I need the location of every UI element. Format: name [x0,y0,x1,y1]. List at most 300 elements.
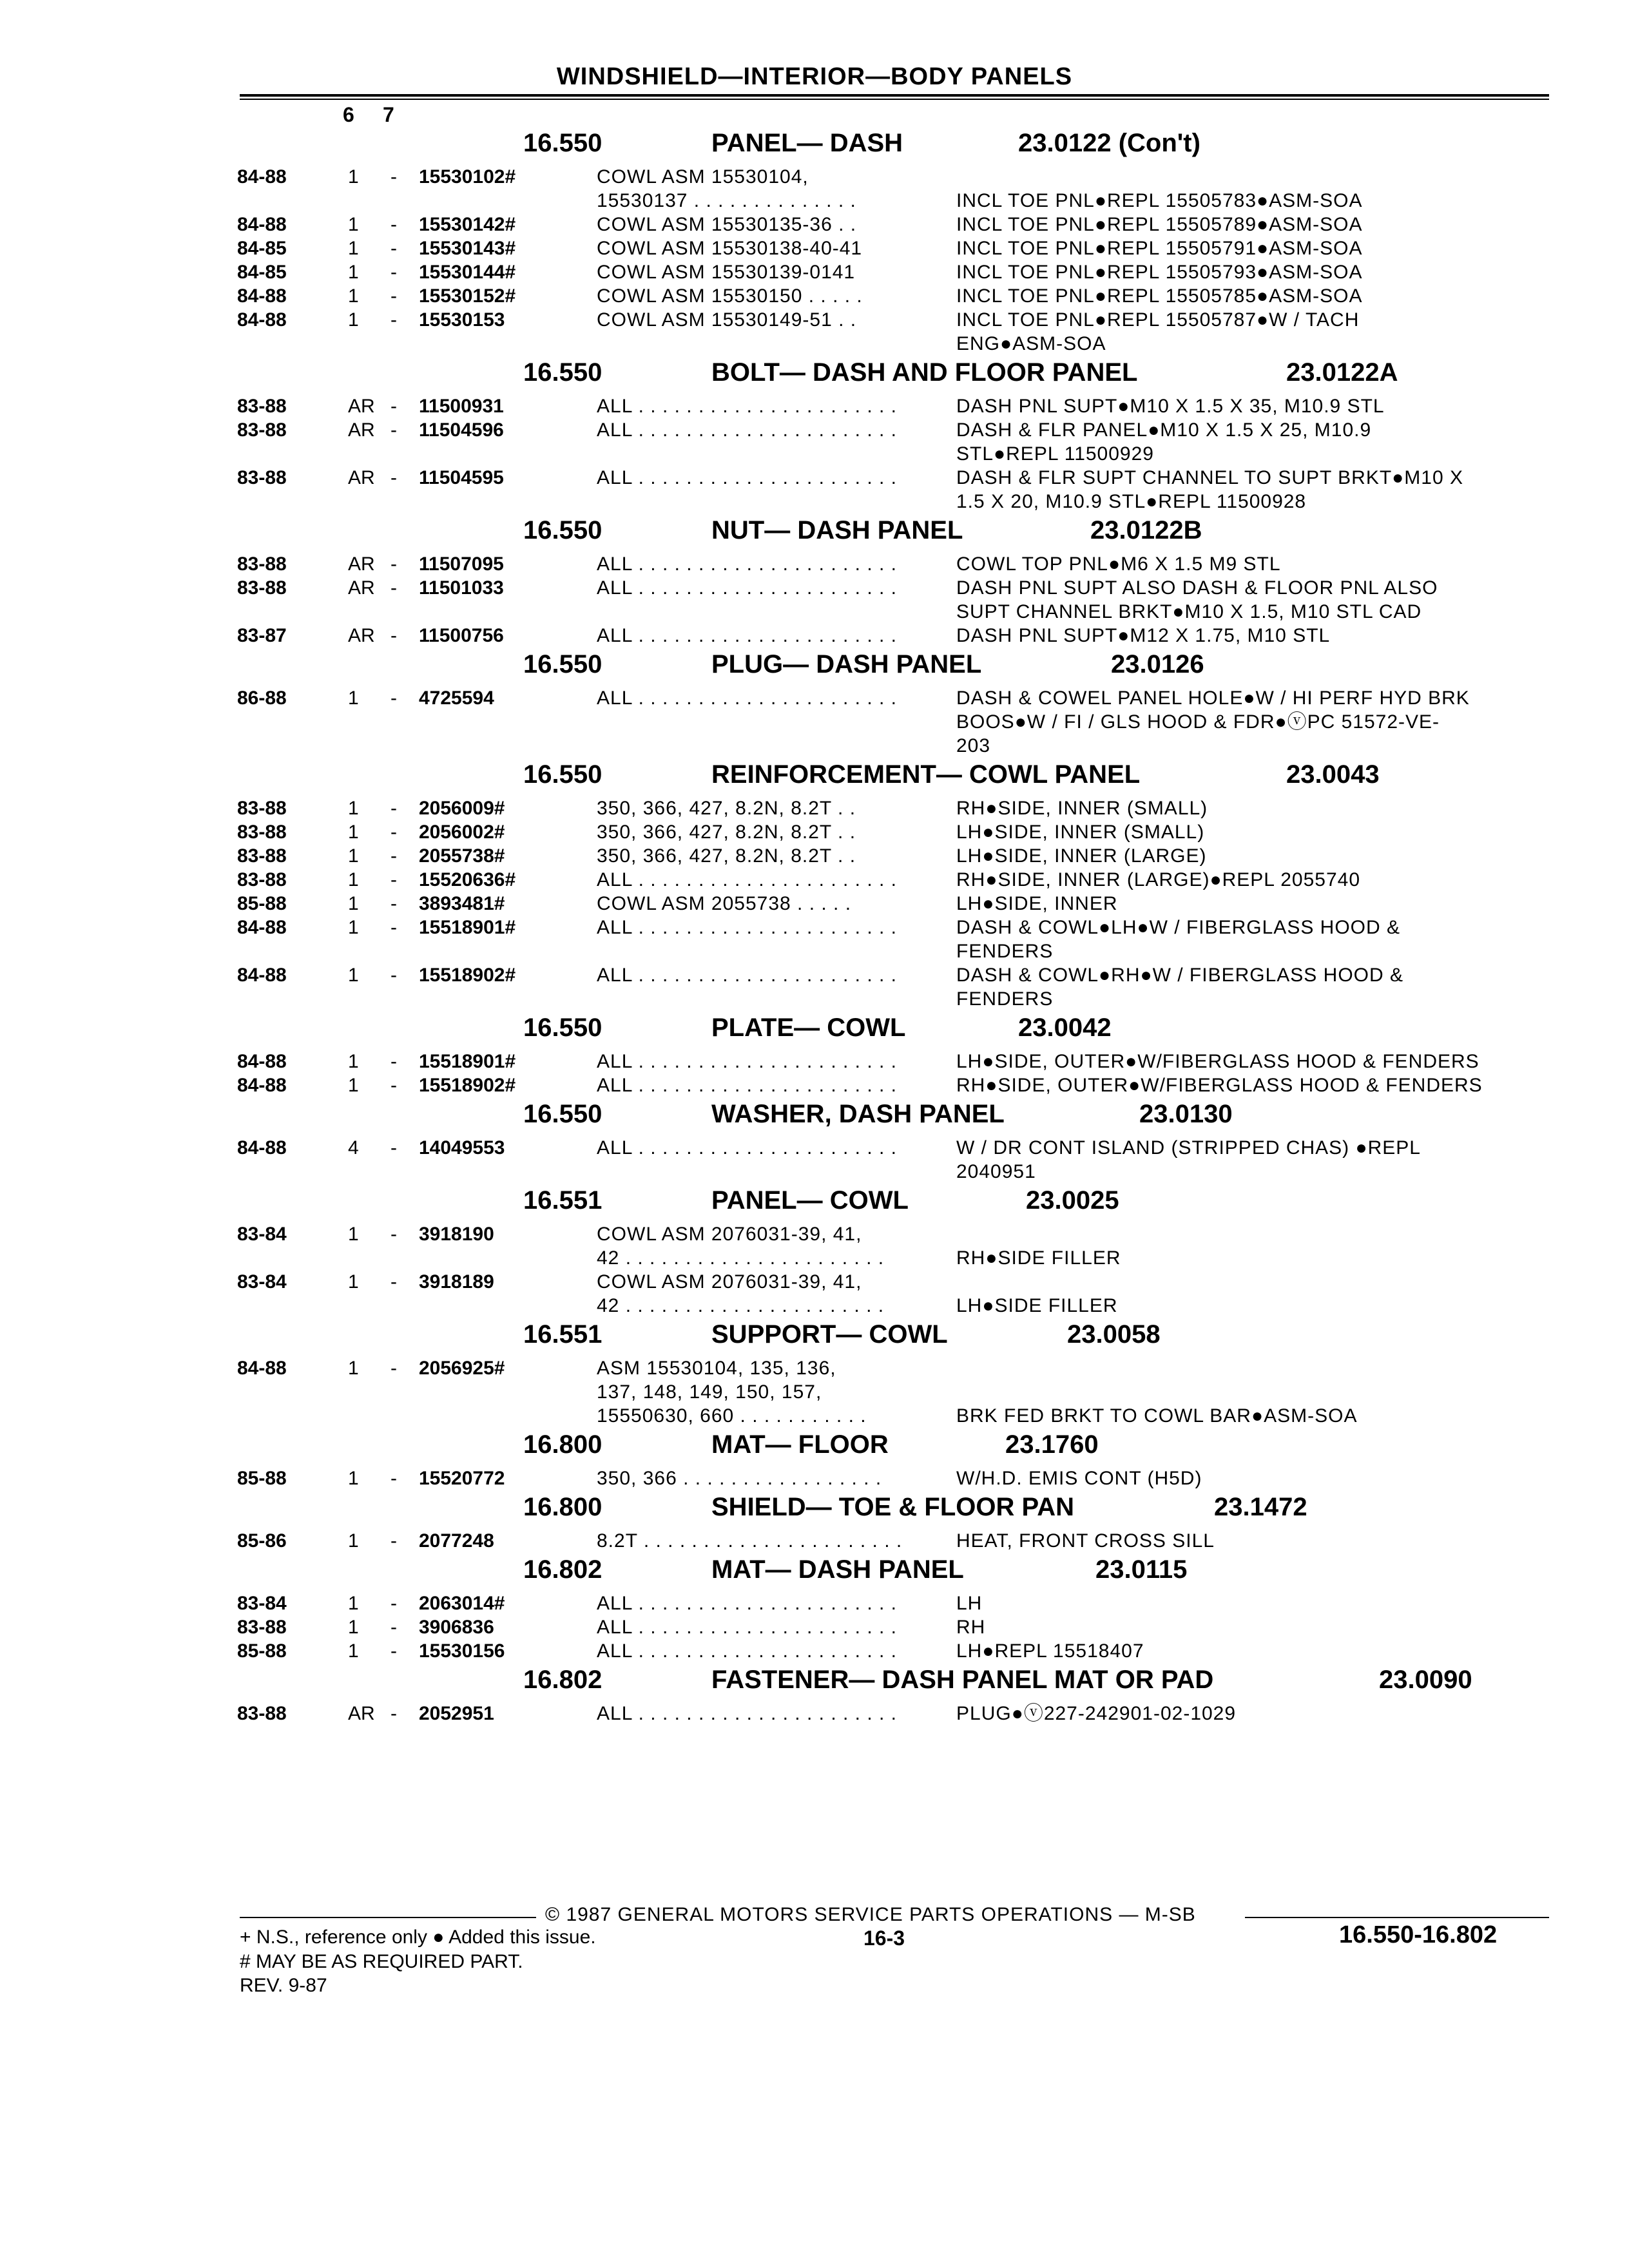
section-number: 16.550 [523,358,602,387]
separator-dash: - [390,577,397,599]
table-row [0,916,1629,963]
model-years: 84-88 [237,1137,287,1158]
model-years: 83-84 [237,1271,287,1293]
catalog-section [0,1663,1629,1725]
table-row [0,1356,1629,1428]
model-years: 84-88 [237,1358,287,1379]
part-description-line: LH●SIDE, INNER (LARGE) [956,845,1207,867]
model-usage [597,686,897,710]
separator-dash: - [390,1075,397,1096]
section-number: 16.550 [523,129,602,157]
part-description-line: LH●SIDE, INNER (SMALL) [956,822,1205,843]
part-description-line: FENDERS [956,941,1054,962]
section-number: 16.551 [523,1186,602,1215]
model-usage-line: ALL . . . . . . . . . . . . . . . . . . . . . . [597,396,898,417]
model-years: 85-88 [237,1640,287,1662]
section-header [0,1184,1629,1222]
table-row [0,1270,1629,1318]
model-usage-line: ALL . . . . . . . . . . . . . . . . . . . . . . [597,869,898,890]
model-usage [597,1270,884,1318]
model-years: 84-85 [237,238,287,259]
part-description-line: SUPT CHANNEL BRKT●M10 X 1.5, M10 STL CAD [956,601,1422,622]
footer-copyright: © 1987 GENERAL MOTORS SERVICE PARTS OPERATIONS — M-SB [545,1904,1196,1925]
separator-dash: - [390,419,397,441]
part-description-line [956,165,1363,189]
model-years: 83-88 [237,798,287,819]
section-part-name: REINFORCEMENT— COWL PANEL [711,760,1141,789]
catalog-section [0,1428,1629,1490]
separator-dash: - [390,869,397,890]
model-years: 83-84 [237,1593,287,1614]
model-years: 84-88 [237,1075,287,1096]
part-description-line: RH●SIDE, INNER (SMALL) [956,798,1208,819]
model-usage-line: 42 . . . . . . . . . . . . . . . . . . . . . . [597,1247,885,1269]
table-row [0,1529,1629,1553]
model-years: 83-88 [237,822,287,843]
header-rule [240,94,1549,97]
model-usage [597,1356,867,1428]
part-description [956,576,1438,624]
model-usage-line: ALL . . . . . . . . . . . . . . . . . . . . . . [597,965,898,986]
model-usage-line: ALL . . . . . . . . . . . . . . . . . . . . . . [597,1137,898,1158]
part-description [956,1466,1202,1490]
section-header [0,1428,1629,1466]
section-header [0,126,1629,165]
section-number: 16.550 [523,650,602,678]
section-number: 16.550 [523,1100,602,1128]
part-description-line: DASH PNL SUPT●M12 X 1.75, M10 STL [956,625,1331,646]
catalog-section [0,1553,1629,1663]
table-row [0,963,1629,1011]
separator-dash: - [390,625,397,646]
quantity: 1 [348,1358,359,1379]
part-description [956,213,1363,236]
model-usage-line: ALL . . . . . . . . . . . . . . . . . . . . . . [597,1075,898,1096]
table-row [0,796,1629,820]
table-row [0,892,1629,916]
part-description [956,418,1371,466]
part-description [956,1615,985,1639]
section-group-code: 23.0122A [1286,358,1398,387]
model-usage [597,1591,897,1615]
model-usage-line: ALL . . . . . . . . . . . . . . . . . . . . . . [597,1703,898,1724]
section-group-code: 23.0043 [1286,760,1380,789]
table-row [0,686,1629,758]
revision-date: REV. 9-87 [240,1975,327,1996]
parts-catalog-body [0,126,1629,1725]
model-usage-line: 350, 366, 427, 8.2N, 8.2T . . [597,845,856,867]
table-row [0,820,1629,844]
part-number: 15530142# [419,214,516,235]
model-usage [597,165,856,213]
part-description-line: DASH & COWEL PANEL HOLE●W / HI PERF HYD BRK [956,687,1470,709]
section-header [0,1011,1629,1050]
section-group-code: 23.0130 [1139,1100,1233,1128]
catalog-section [0,126,1629,356]
footer-rule-left [240,1917,536,1918]
part-description-line: 1.5 X 20, M10.9 STL●REPL 11500928 [956,491,1307,512]
table-row [0,1222,1629,1270]
catalog-section [0,758,1629,1011]
section-number: 16.550 [523,516,602,544]
part-number: 3893481# [419,893,505,914]
table-row [0,284,1629,308]
page-number: 16-3 [863,1927,905,1950]
separator-dash: - [390,553,397,575]
quantity: 1 [348,1051,359,1072]
section-header [0,1553,1629,1591]
part-number: 15520772 [419,1468,505,1489]
section-number: 16.800 [523,1493,602,1521]
table-row [0,1615,1629,1639]
model-years: 83-88 [237,553,287,575]
model-usage [597,820,856,844]
section-number: 16.802 [523,1666,602,1694]
model-years: 83-88 [237,1617,287,1638]
model-years: 85-88 [237,893,287,914]
part-description [956,1702,1236,1725]
quantity: AR [348,1703,375,1724]
part-number: 11507095 [419,553,504,575]
section-group-code: 23.1472 [1214,1493,1307,1521]
model-usage-line: ALL . . . . . . . . . . . . . . . . . . . . . . [597,687,898,709]
part-number: 2052951 [419,1703,494,1724]
section-group-code: 23.0122 (Con't) [1018,129,1200,157]
table-row [0,1639,1629,1663]
part-description [956,820,1204,844]
model-years: 83-88 [237,577,287,599]
quantity: 1 [348,1640,359,1662]
section-header [0,1318,1629,1356]
catalog-section [0,1490,1629,1553]
section-part-name: WASHER, DASH PANEL [711,1100,1005,1128]
section-number: 16.800 [523,1430,602,1459]
model-usage [597,1073,897,1097]
part-description-line: LH●SIDE FILLER [956,1295,1118,1316]
separator-dash: - [390,1703,397,1724]
part-description-line: W / DR CONT ISLAND (STRIPPED CHAS) ●REPL [956,1137,1421,1158]
table-row [0,260,1629,284]
model-usage [597,236,862,260]
part-description [956,686,1470,758]
model-years: 83-88 [237,419,287,441]
quantity: 1 [348,1224,359,1245]
separator-dash: - [390,309,397,331]
model-years: 85-88 [237,1468,287,1489]
separator-dash: - [390,1468,397,1489]
table-row [0,418,1629,466]
section-part-name: SHIELD— TOE & FLOOR PAN [711,1493,1074,1521]
model-years: 84-88 [237,965,287,986]
part-description-line: INCL TOE PNL●REPL 15505793●ASM-SOA [956,262,1363,283]
separator-dash: - [390,467,397,488]
quantity: 1 [348,1617,359,1638]
part-number: 3918190 [419,1224,494,1245]
part-description-line: HEAT, FRONT CROSS SILL [956,1530,1215,1552]
section-header [0,1663,1629,1702]
part-number: 15530102# [419,166,516,187]
column-number-7: 7 [383,103,394,126]
part-number: 3918189 [419,1271,494,1293]
model-years: 84-85 [237,262,287,283]
table-row [0,394,1629,418]
model-usage [597,1529,902,1553]
model-usage [597,394,897,418]
section-header [0,1490,1629,1529]
model-usage [597,1639,897,1663]
part-description-line: PLUG●ⓥ227-242901-02-1029 [956,1703,1237,1724]
part-description-line: RH●SIDE, OUTER●W/FIBERGLASS HOOD & FENDERS [956,1075,1483,1096]
model-years: 83-88 [237,845,287,867]
part-description [956,1639,1144,1663]
quantity: 1 [348,166,359,187]
part-number: 15520636# [419,869,516,890]
section-group-code: 23.0058 [1067,1320,1161,1349]
quantity: 1 [348,1530,359,1552]
part-description-line: COWL TOP PNL●M6 X 1.5 M9 STL [956,553,1281,575]
quantity: 1 [348,687,359,709]
model-usage-line: ALL . . . . . . . . . . . . . . . . . . . . . . [597,419,898,441]
part-description [956,260,1363,284]
part-number: 3906836 [419,1617,494,1638]
section-part-name: PANEL— DASH [711,129,903,157]
model-usage-line: 350, 366, 427, 8.2N, 8.2T . . [597,822,856,843]
part-number: 2056925# [419,1358,505,1379]
table-row [0,576,1629,624]
model-usage-line: COWL ASM 15530104, [597,166,809,187]
separator-dash: - [390,1051,397,1072]
table-row [0,844,1629,868]
table-row [0,213,1629,236]
quantity: 1 [348,965,359,986]
model-usage [597,1222,884,1270]
model-usage-line: 15530137 . . . . . . . . . . . . . . [597,190,856,211]
part-description-line: RH●SIDE, INNER (LARGE)●REPL 2055740 [956,869,1361,890]
table-row [0,1136,1629,1184]
quantity: AR [348,577,375,599]
model-usage [597,213,856,236]
part-description-line: INCL TOE PNL●REPL 15505783●ASM-SOA [956,190,1363,211]
part-description [956,796,1208,820]
table-row [0,624,1629,648]
model-usage [597,796,856,820]
part-description [956,1356,1357,1428]
part-description [956,466,1463,514]
part-description [956,1136,1421,1184]
model-usage-line: COWL ASM 15530135-36 . . [597,214,857,235]
quantity: 1 [348,917,359,938]
part-description [956,963,1403,1011]
model-usage [597,844,856,868]
section-part-name: PANEL— COWL [711,1186,909,1215]
quantity: AR [348,419,375,441]
part-description-line: INCL TOE PNL●REPL 15505789●ASM-SOA [956,214,1363,235]
part-number: 15530156 [419,1640,505,1662]
part-description-line: INCL TOE PNL●REPL 15505791●ASM-SOA [956,238,1363,259]
table-row [0,1466,1629,1490]
section-number: 16.802 [523,1555,602,1584]
model-usage-line: 15550630, 660 . . . . . . . . . . . [597,1405,867,1427]
separator-dash: - [390,845,397,867]
part-description-line: FENDERS [956,988,1054,1010]
part-description [956,1591,982,1615]
table-row [0,308,1629,356]
part-number: 2063014# [419,1593,505,1614]
part-number: 2077248 [419,1530,494,1552]
separator-dash: - [390,1137,397,1158]
model-years: 83-88 [237,396,287,417]
catalog-section [0,356,1629,514]
part-number: 4725594 [419,687,494,709]
quantity: 1 [348,798,359,819]
model-usage [597,963,897,987]
separator-dash: - [390,687,397,709]
catalog-section [0,1318,1629,1428]
part-description [956,236,1363,260]
model-usage [597,260,855,284]
model-years: 83-88 [237,467,287,488]
part-description-line [956,1222,1121,1246]
model-usage [597,624,897,648]
separator-dash: - [390,1593,397,1614]
part-description-line [956,1380,1357,1404]
part-description-line: RH●SIDE FILLER [956,1247,1121,1269]
separator-dash: - [390,1617,397,1638]
part-number: 15530144# [419,262,516,283]
separator-dash: - [390,214,397,235]
section-number: 16.551 [523,1320,602,1349]
model-years: 84-88 [237,917,287,938]
part-description-line: 203 [956,735,991,756]
quantity: 1 [348,238,359,259]
part-description [956,1222,1121,1270]
table-row [0,1050,1629,1073]
model-usage-line: ALL . . . . . . . . . . . . . . . . . . . . . . [597,1593,898,1614]
table-row [0,466,1629,514]
table-row [0,236,1629,260]
footer-legend-ns: + N.S., reference only ● Added this issue. [240,1927,596,1948]
part-description [956,394,1385,418]
column-number-6: 6 [343,103,354,126]
part-description-line: DASH & COWL●LH●W / FIBERGLASS HOOD & [956,917,1401,938]
quantity: 4 [348,1137,359,1158]
model-usage [597,418,897,442]
part-description [956,552,1281,576]
part-description-line: STL●REPL 11500929 [956,443,1154,465]
section-header [0,648,1629,686]
model-usage-line: 137, 148, 149, 150, 157, [597,1381,822,1403]
part-description-line: LH●SIDE, INNER [956,893,1118,914]
part-description-line: LH●REPL 15518407 [956,1640,1144,1662]
table-row [0,868,1629,892]
column-numbers [343,103,423,127]
quantity: 1 [348,262,359,283]
part-description-line: LH●SIDE, OUTER●W/FIBERGLASS HOOD & FENDERS [956,1051,1480,1072]
model-usage-line: ALL . . . . . . . . . . . . . . . . . . . . . . [597,1617,898,1638]
separator-dash: - [390,917,397,938]
separator-dash: - [390,1530,397,1552]
quantity: 1 [348,822,359,843]
part-description-line: W/H.D. EMIS CONT (H5D) [956,1468,1202,1489]
part-number: 11501033 [419,577,504,599]
section-part-name: BOLT— DASH AND FLOOR PANEL [711,358,1138,387]
model-usage [597,576,897,600]
section-part-name: MAT— FLOOR [711,1430,889,1459]
model-usage [597,868,897,892]
separator-dash: - [390,396,397,417]
section-part-name: PLUG— DASH PANEL [711,650,982,678]
part-number: 2056009# [419,798,505,819]
footer-rule-right [1245,1917,1549,1918]
quantity: 1 [348,893,359,914]
table-row [0,552,1629,576]
part-description [956,1270,1118,1318]
quantity: 1 [348,1271,359,1293]
model-years: 83-87 [237,625,287,646]
part-description [956,1529,1215,1553]
part-description [956,1073,1483,1097]
model-usage-line: 350, 366, 427, 8.2N, 8.2T . . [597,798,856,819]
model-usage [597,552,897,576]
separator-dash: - [390,262,397,283]
model-usage-line: COWL ASM 2076031-39, 41, [597,1224,862,1245]
separator-dash: - [390,1224,397,1245]
model-years: 83-88 [237,869,287,890]
catalog-section [0,1184,1629,1318]
model-years: 83-88 [237,1703,287,1724]
part-description-line [956,1270,1118,1294]
model-usage-line: ALL . . . . . . . . . . . . . . . . . . . . . . [597,577,898,599]
quantity: 1 [348,869,359,890]
model-usage-line: ALL . . . . . . . . . . . . . . . . . . . . . . [597,625,898,646]
model-years: 84-88 [237,309,287,331]
catalog-section [0,648,1629,758]
part-description-line: DASH PNL SUPT●M10 X 1.5 X 35, M10.9 STL [956,396,1385,417]
part-number: 11504595 [419,467,504,488]
quantity: AR [348,625,375,646]
part-description-line: DASH & FLR SUPT CHANNEL TO SUPT BRKT●M10 X [956,467,1463,488]
section-group-code: 23.0126 [1111,650,1204,678]
catalog-section [0,514,1629,648]
model-usage-line: COWL ASM 15530149-51 . . [597,309,857,331]
section-number: 16.550 [523,1014,602,1042]
model-years: 84-88 [237,166,287,187]
model-usage-line: ALL . . . . . . . . . . . . . . . . . . . . . . [597,1051,898,1072]
part-description [956,284,1363,308]
quantity: AR [348,553,375,575]
part-description-line: DASH & FLR PANEL●M10 X 1.5 X 25, M10.9 [956,419,1372,441]
part-number: 15518902# [419,1075,516,1096]
separator-dash: - [390,285,397,307]
part-number: 15530153 [419,309,505,331]
model-usage-line: COWL ASM 2055738 . . . . . [597,893,852,914]
part-number: 2055738# [419,845,505,867]
part-description-line [956,1356,1357,1380]
quantity: 1 [348,1468,359,1489]
separator-dash: - [390,798,397,819]
part-description-line: DASH PNL SUPT ALSO DASH & FLOOR PNL ALSO [956,577,1438,599]
quantity: 1 [348,1593,359,1614]
section-part-name: MAT— DASH PANEL [711,1555,964,1584]
part-description-line: INCL TOE PNL●REPL 15505785●ASM-SOA [956,285,1363,307]
quantity: 1 [348,214,359,235]
model-usage-line: COWL ASM 15530139-0141 [597,262,856,283]
model-usage-line: COWL ASM 15530138-40-41 [597,238,863,259]
part-number: 15530143# [419,238,516,259]
part-description-line: BOOS●W / FI / GLS HOOD & FDR●ⓥPC 51572-VE- [956,711,1440,733]
model-usage [597,308,856,332]
part-number: 15518901# [419,1051,516,1072]
